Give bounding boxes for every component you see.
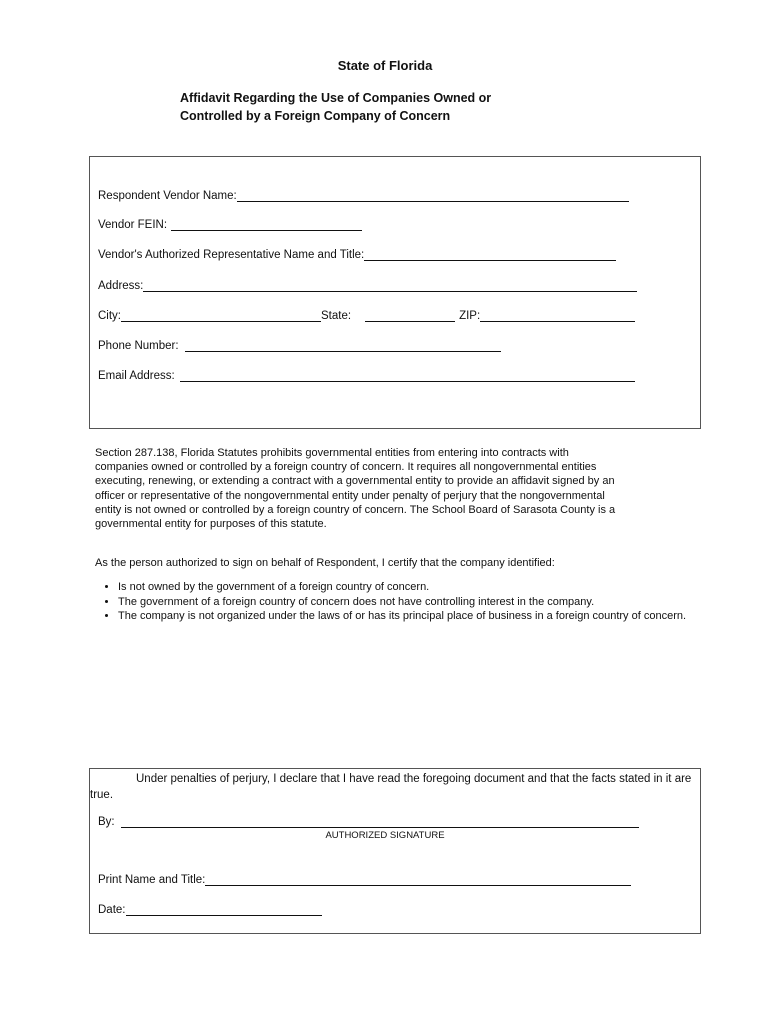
by-label: By: xyxy=(98,816,115,828)
zip-label: ZIP: xyxy=(459,310,481,322)
date-row xyxy=(98,900,322,916)
statute-line: officer or representative of the nongovernmental entity under penalty of perjury that the nongovernmental xyxy=(95,489,605,502)
perjury-declaration xyxy=(90,771,695,803)
fein-field[interactable] xyxy=(171,218,362,231)
certification-item: • The government of a foreign country of concern does not have controlling interest in the company. xyxy=(118,595,698,610)
respondent-name-row xyxy=(98,186,629,202)
address-field[interactable] xyxy=(143,279,637,292)
document-state-heading: State of Florida xyxy=(337,58,433,73)
email-label: Email Address: xyxy=(98,370,175,382)
phone-row xyxy=(98,336,501,352)
document-title-line-2: Controlled by a Foreign Company of Concern xyxy=(180,109,451,123)
city-state-zip-row xyxy=(98,306,635,322)
email-row xyxy=(98,366,635,382)
state-label: State: xyxy=(321,310,352,322)
perjury-declaration-text: Under penalties of perjury, I declare that I have read the foregoing document and that the facts stated in it are true. xyxy=(90,773,692,801)
email-field[interactable] xyxy=(180,369,635,382)
date-field[interactable] xyxy=(126,903,322,916)
city-label: City: xyxy=(98,310,121,322)
respondent-name-label: Respondent Vendor Name: xyxy=(98,190,237,202)
respondent-name-field[interactable] xyxy=(237,189,629,202)
city-field[interactable] xyxy=(121,309,321,322)
certification-list xyxy=(100,580,698,624)
authorized-signature-field[interactable] xyxy=(121,815,639,828)
document-title xyxy=(180,89,600,125)
address-label: Address: xyxy=(98,280,144,292)
statute-line: Section 287.138, Florida Statutes prohibits governmental entities from entering into contracts with xyxy=(95,447,569,459)
certification-item: • The company is not organized under the laws of or has its principal place of business in a foreign country of concern. xyxy=(118,609,698,624)
statute-line: entity is not owned or controlled by a foreign country of concern. The School Board of Sarasota County is a xyxy=(95,503,616,516)
zip-field[interactable] xyxy=(480,309,635,322)
print-name-row xyxy=(98,870,631,886)
address-row xyxy=(98,276,637,292)
statute-paragraph xyxy=(95,446,695,531)
representative-field[interactable] xyxy=(364,248,616,261)
print-name-field[interactable] xyxy=(205,873,631,886)
phone-label: Phone Number: xyxy=(98,340,179,352)
representative-label: Vendor's Authorized Representative Name and Title: xyxy=(98,249,365,261)
date-label: Date: xyxy=(98,904,126,916)
statute-line: executing, renewing, or extending a contract with a governmental entity to provide an affidavit signed by an xyxy=(95,475,615,488)
print-name-label: Print Name and Title: xyxy=(98,874,206,886)
fein-label: Vendor FEIN: xyxy=(98,219,168,231)
certify-statement: As the person authorized to sign on behalf of Respondent, I certify that the company identified: xyxy=(95,557,555,569)
phone-field[interactable] xyxy=(185,339,501,352)
statute-line: governmental entity for purposes of this statute. xyxy=(95,518,327,531)
fein-row xyxy=(98,215,362,231)
authorized-signature-caption: AUTHORIZED SIGNATURE xyxy=(325,830,445,841)
certification-item: • Is not owned by the government of a foreign country of concern. xyxy=(118,580,698,595)
state-field[interactable] xyxy=(365,309,455,322)
representative-row xyxy=(98,245,616,261)
by-row xyxy=(98,812,639,828)
document-title-line-1: Affidavit Regarding the Use of Companies Owned or xyxy=(180,91,492,105)
statute-line: companies owned or controlled by a foreign country of concern. It requires all nongovernmental entities xyxy=(95,461,597,474)
